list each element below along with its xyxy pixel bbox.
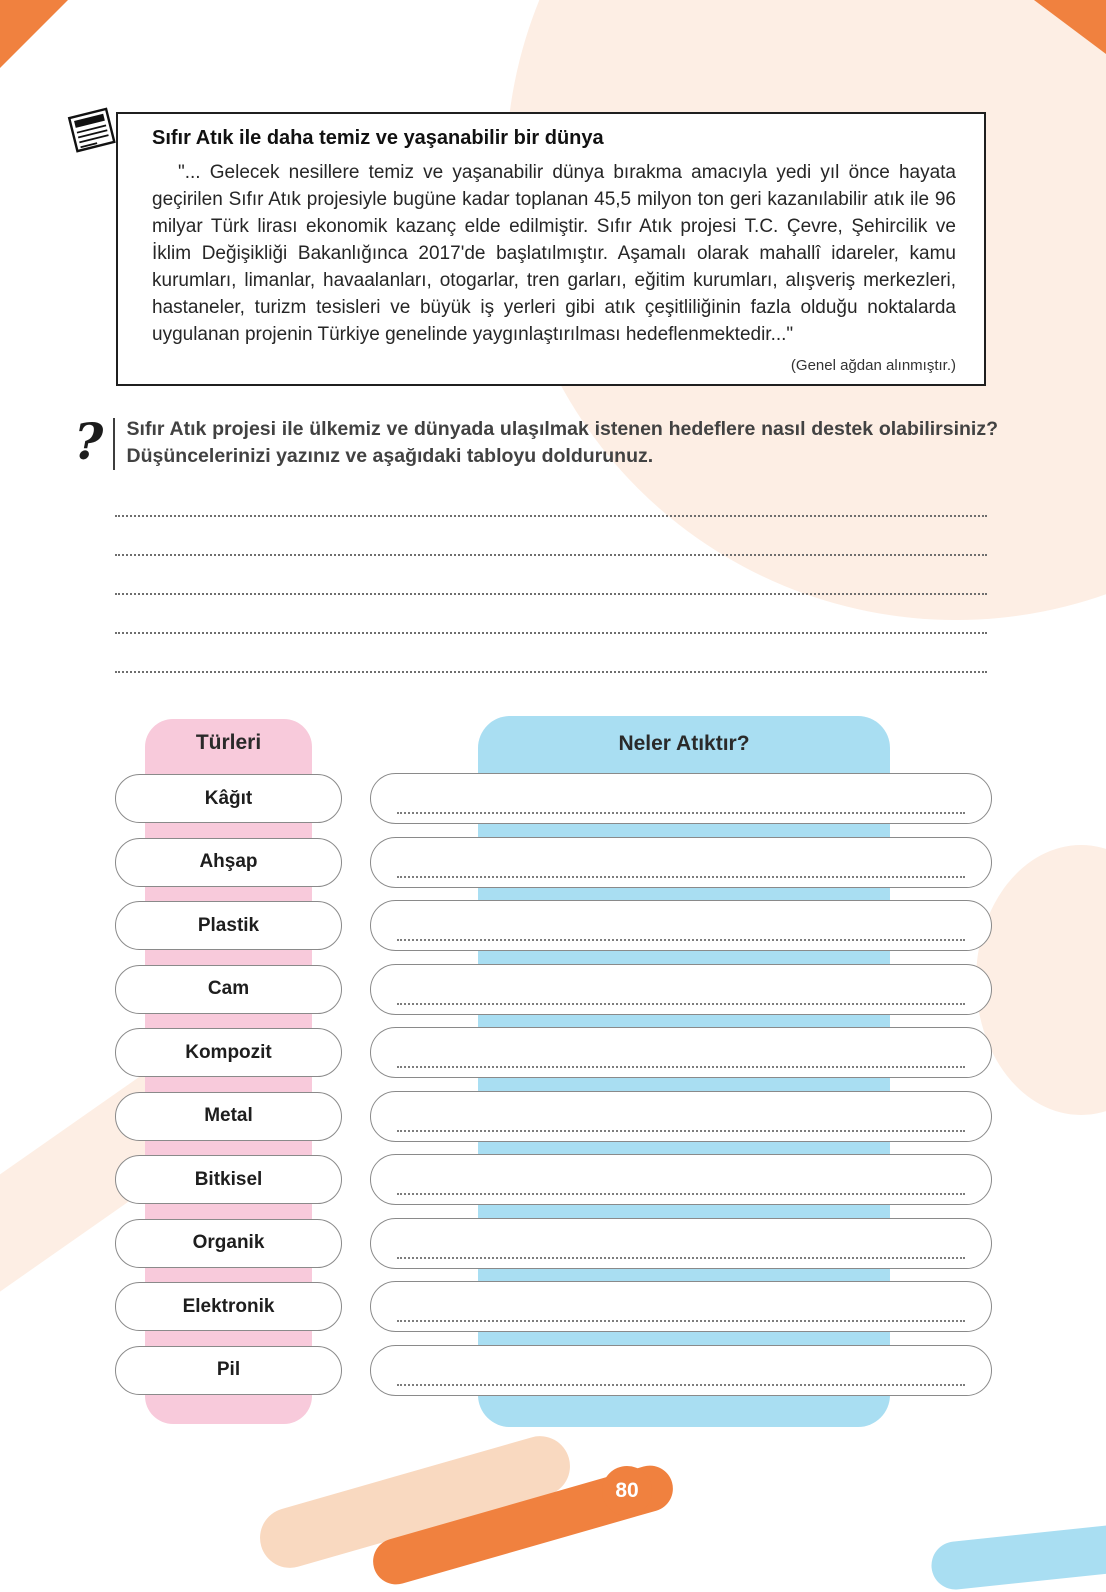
answer-lines [115, 478, 987, 673]
page-number-badge [602, 1466, 652, 1516]
reading-source: (Genel ağdan alınmıştır.) [790, 356, 956, 374]
question-divider [113, 418, 114, 470]
reading-title: Sıfır Atık ile daha temiz ve yaşanabilir bir dünya [152, 127, 604, 149]
answer-line[interactable] [115, 478, 987, 517]
question-mark-icon: ? [74, 412, 104, 471]
type-pill: Cam [115, 965, 342, 1014]
type-pill: Bitkisel [115, 1155, 342, 1204]
answer-pill[interactable] [370, 900, 992, 951]
newspaper-icon [66, 106, 118, 156]
answer-pill[interactable] [370, 1281, 992, 1332]
answer-line[interactable] [115, 517, 987, 556]
type-pill: Ahşap [115, 838, 342, 887]
right-edge-blob-decoration [976, 845, 1106, 1115]
types-header: Türleri [195, 731, 262, 754]
type-pill: Plastik [115, 901, 342, 950]
answer-pill[interactable] [370, 1091, 992, 1142]
waste-table [115, 716, 992, 1432]
dotted-line [397, 1384, 965, 1386]
answer-pill[interactable] [370, 1218, 992, 1269]
type-pill: Kompozit [115, 1028, 342, 1077]
answer-line[interactable] [115, 556, 987, 595]
answer-line[interactable] [115, 634, 987, 673]
type-pill: Organik [115, 1219, 342, 1268]
answer-pill[interactable] [370, 1027, 992, 1078]
dotted-line [397, 1257, 965, 1259]
dotted-line [397, 1130, 965, 1132]
answer-pill[interactable] [370, 1345, 992, 1396]
dotted-line [397, 1193, 965, 1195]
answer-pill[interactable] [370, 1154, 992, 1205]
reading-body: "... Gelecek nesillere temiz ve yaşanabilir dünya bırakma amacıyla yedi yıl önce hayata geçirilen Sıfır Atık projesiyle bugüne kadar toplanan 45,5 milyon ton geri kazanılabilir atık ile 96 milyar Türk lirası ekonomik kazanç elde edilmiştir. Sıfır Atık projesi T.C. Çevre, Şehircilik ve İklim Değişikliği Bakanlığınca 2017'de başlatılmıştır. Aşamalı olarak mahallî idareler, kamu kurumları, limanlar, havaalanları, otogarlar, tren garları, eğitim kurumları, alışveriş merkezleri, hastaneler, turizm tesisleri ve büyük iş yerleri gibi atık çeşitliliğinin fazla olduğu noktalarda uygulanan projenin Türkiye genelinde yaygınlaştırılması hedeflenmektedir..." [152, 162, 956, 345]
reading-passage-box [116, 112, 986, 386]
answers-column [115, 716, 992, 1432]
dotted-line [397, 939, 965, 941]
answers-header: Neler Atıktır? [618, 732, 750, 755]
question-text: Sıfır Atık projesi ile ülkemiz ve dünyada ulaşılmak istenen hedeflere nasıl destek olabilirsiniz? Düşüncelerinizi yazınız ve aşağıdaki tabloyu doldurunuz. [126, 418, 998, 467]
dotted-line [397, 876, 965, 878]
answer-pill[interactable] [370, 773, 992, 824]
page-number: 80 [615, 1479, 639, 1502]
type-pill: Metal [115, 1092, 342, 1141]
answer-pill[interactable] [370, 837, 992, 888]
bottom-right-blue-stripe-decoration [929, 1520, 1106, 1592]
dotted-line [397, 1320, 965, 1322]
question-block [74, 412, 998, 471]
answer-pill[interactable] [370, 964, 992, 1015]
dotted-line [397, 1003, 965, 1005]
type-pill: Kâğıt [115, 774, 342, 823]
dotted-line [397, 812, 965, 814]
type-pill: Elektronik [115, 1282, 342, 1331]
type-pill: Pil [115, 1346, 342, 1395]
top-left-corner-decoration [0, 0, 68, 68]
answer-line[interactable] [115, 595, 987, 634]
dotted-line [397, 1066, 965, 1068]
